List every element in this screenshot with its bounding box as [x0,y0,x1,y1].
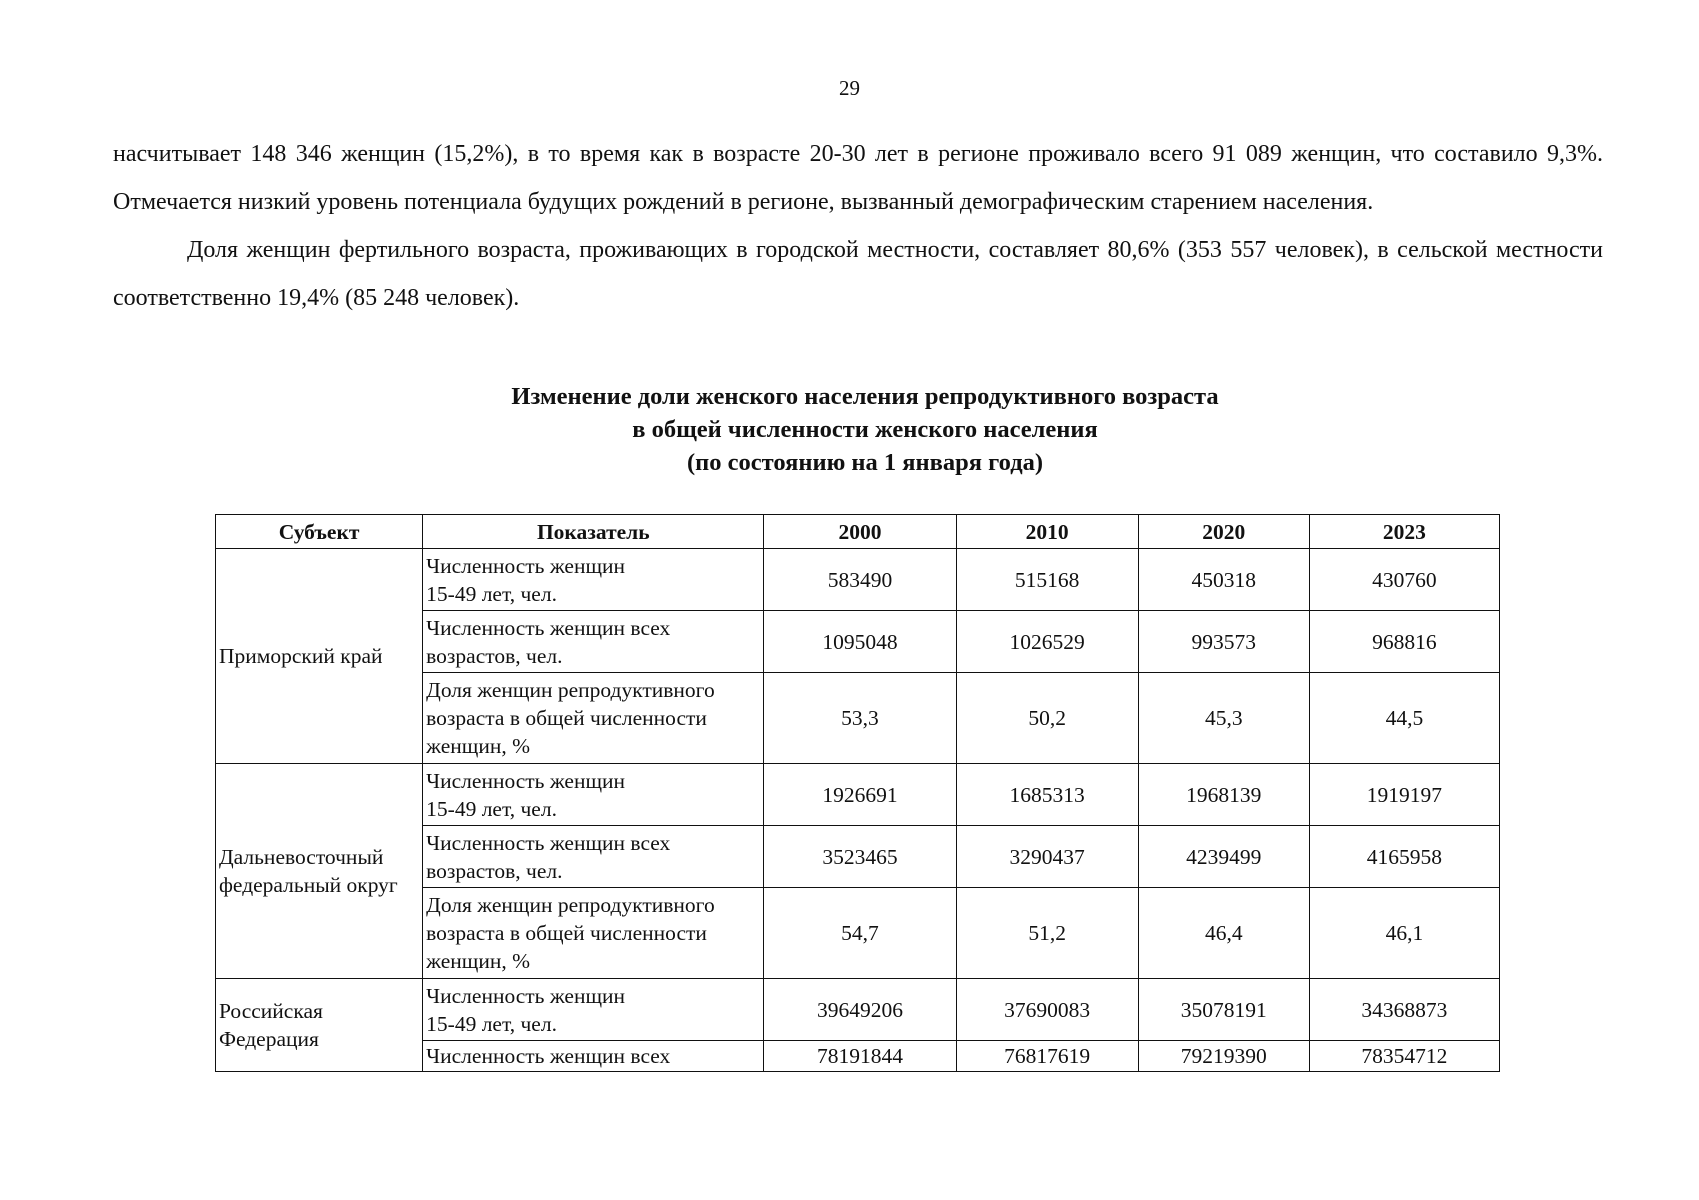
value-cell: 54,7 [764,888,956,979]
indicator-cell [423,611,764,673]
indicator-line: женщин, % [426,949,531,973]
value-cell: 1026529 [956,611,1138,673]
indicator-line: женщин, % [426,734,531,758]
value-cell: 1968139 [1138,764,1309,826]
indicator-line: Численность женщин всех [426,615,671,640]
table-row [216,549,1500,611]
value-cell: 46,1 [1309,888,1499,979]
column-header: 2010 [956,515,1138,549]
column-header: Субъект [216,515,423,549]
indicator-line: 15-49 лет, чел. [426,796,557,821]
column-header: Показатель [423,515,764,549]
value-cell: 35078191 [1138,979,1309,1041]
indicator-line: Численность женщин [426,553,626,578]
indicator-line: возраста в общей численности [426,921,707,945]
indicator-line: Доля женщин репродуктивного [426,893,715,917]
value-cell: 450318 [1138,549,1309,611]
value-cell: 76817619 [956,1041,1138,1072]
data-table [215,514,1500,1072]
value-cell: 79219390 [1138,1041,1309,1072]
value-cell: 1919197 [1309,764,1499,826]
value-cell: 78191844 [764,1041,956,1072]
table-title [0,380,1699,479]
value-cell: 1095048 [764,611,956,673]
value-cell: 515168 [956,549,1138,611]
indicator-cell [423,979,764,1041]
indicator-line: Численность женщин [426,768,626,793]
value-cell: 53,3 [764,673,956,764]
body-text [113,130,1603,322]
indicator-line: Численность женщин всех [426,830,671,855]
indicator-line: возрастов, чел. [426,858,563,883]
value-cell: 39649206 [764,979,956,1041]
indicator-line: Численность женщин всех [426,1044,671,1068]
table-title-line: Изменение доли женского населения репродуктивного возраста [511,383,1219,410]
value-cell: 1926691 [764,764,956,826]
indicator-line: возрастов, чел. [426,643,563,668]
paragraph: насчитывает 148 346 женщин (15,2%), в то время как в возрасте 20-30 лет в регионе проживало всего 91 089 женщин, что составило 9,3%. Отмечается низкий уровень потенциала будущих рождений в регионе, вызванный демографическим старением населения. [113,141,1603,215]
value-cell: 45,3 [1138,673,1309,764]
subject-cell: Российская Федерация [216,979,423,1072]
table-row [216,979,1500,1041]
indicator-cell [423,673,764,764]
column-header: 2023 [1309,515,1499,549]
indicator-line: возраста в общей численности [426,706,707,730]
table-title-line: (по состоянию на 1 января года) [686,449,1044,476]
paragraph: Доля женщин фертильного возраста, проживающих в городской местности, составляет 80,6% (353 557 человек), в сельской местности соответственно 19,4% (85 248 человек). [113,237,1603,311]
value-cell: 4239499 [1138,826,1309,888]
value-cell: 46,4 [1138,888,1309,979]
value-cell: 1685313 [956,764,1138,826]
indicator-line: 15-49 лет, чел. [426,1011,557,1036]
indicator-cell [423,549,764,611]
indicator-cell [423,1041,764,1072]
table-row [216,764,1500,826]
table-title-line: в общей численности женского населения [632,416,1098,443]
table-header-row [216,515,1500,549]
indicator-line: Доля женщин репродуктивного [426,678,715,702]
value-cell: 37690083 [956,979,1138,1041]
indicator-cell [423,764,764,826]
column-header: 2020 [1138,515,1309,549]
indicator-cell [423,888,764,979]
value-cell: 3523465 [764,826,956,888]
value-cell: 78354712 [1309,1041,1499,1072]
value-cell: 993573 [1138,611,1309,673]
value-cell: 44,5 [1309,673,1499,764]
value-cell: 583490 [764,549,956,611]
value-cell: 51,2 [956,888,1138,979]
indicator-cell [423,826,764,888]
value-cell: 968816 [1309,611,1499,673]
value-cell: 430760 [1309,549,1499,611]
subject-cell: Приморский край [216,549,423,764]
value-cell: 34368873 [1309,979,1499,1041]
page-number: 29 [839,76,860,100]
indicator-line: 15-49 лет, чел. [426,581,557,606]
value-cell: 4165958 [1309,826,1499,888]
value-cell: 50,2 [956,673,1138,764]
value-cell: 3290437 [956,826,1138,888]
subject-cell: Дальневосточный федеральный округ [216,764,423,979]
column-header: 2000 [764,515,956,549]
indicator-line: Численность женщин [426,983,626,1008]
